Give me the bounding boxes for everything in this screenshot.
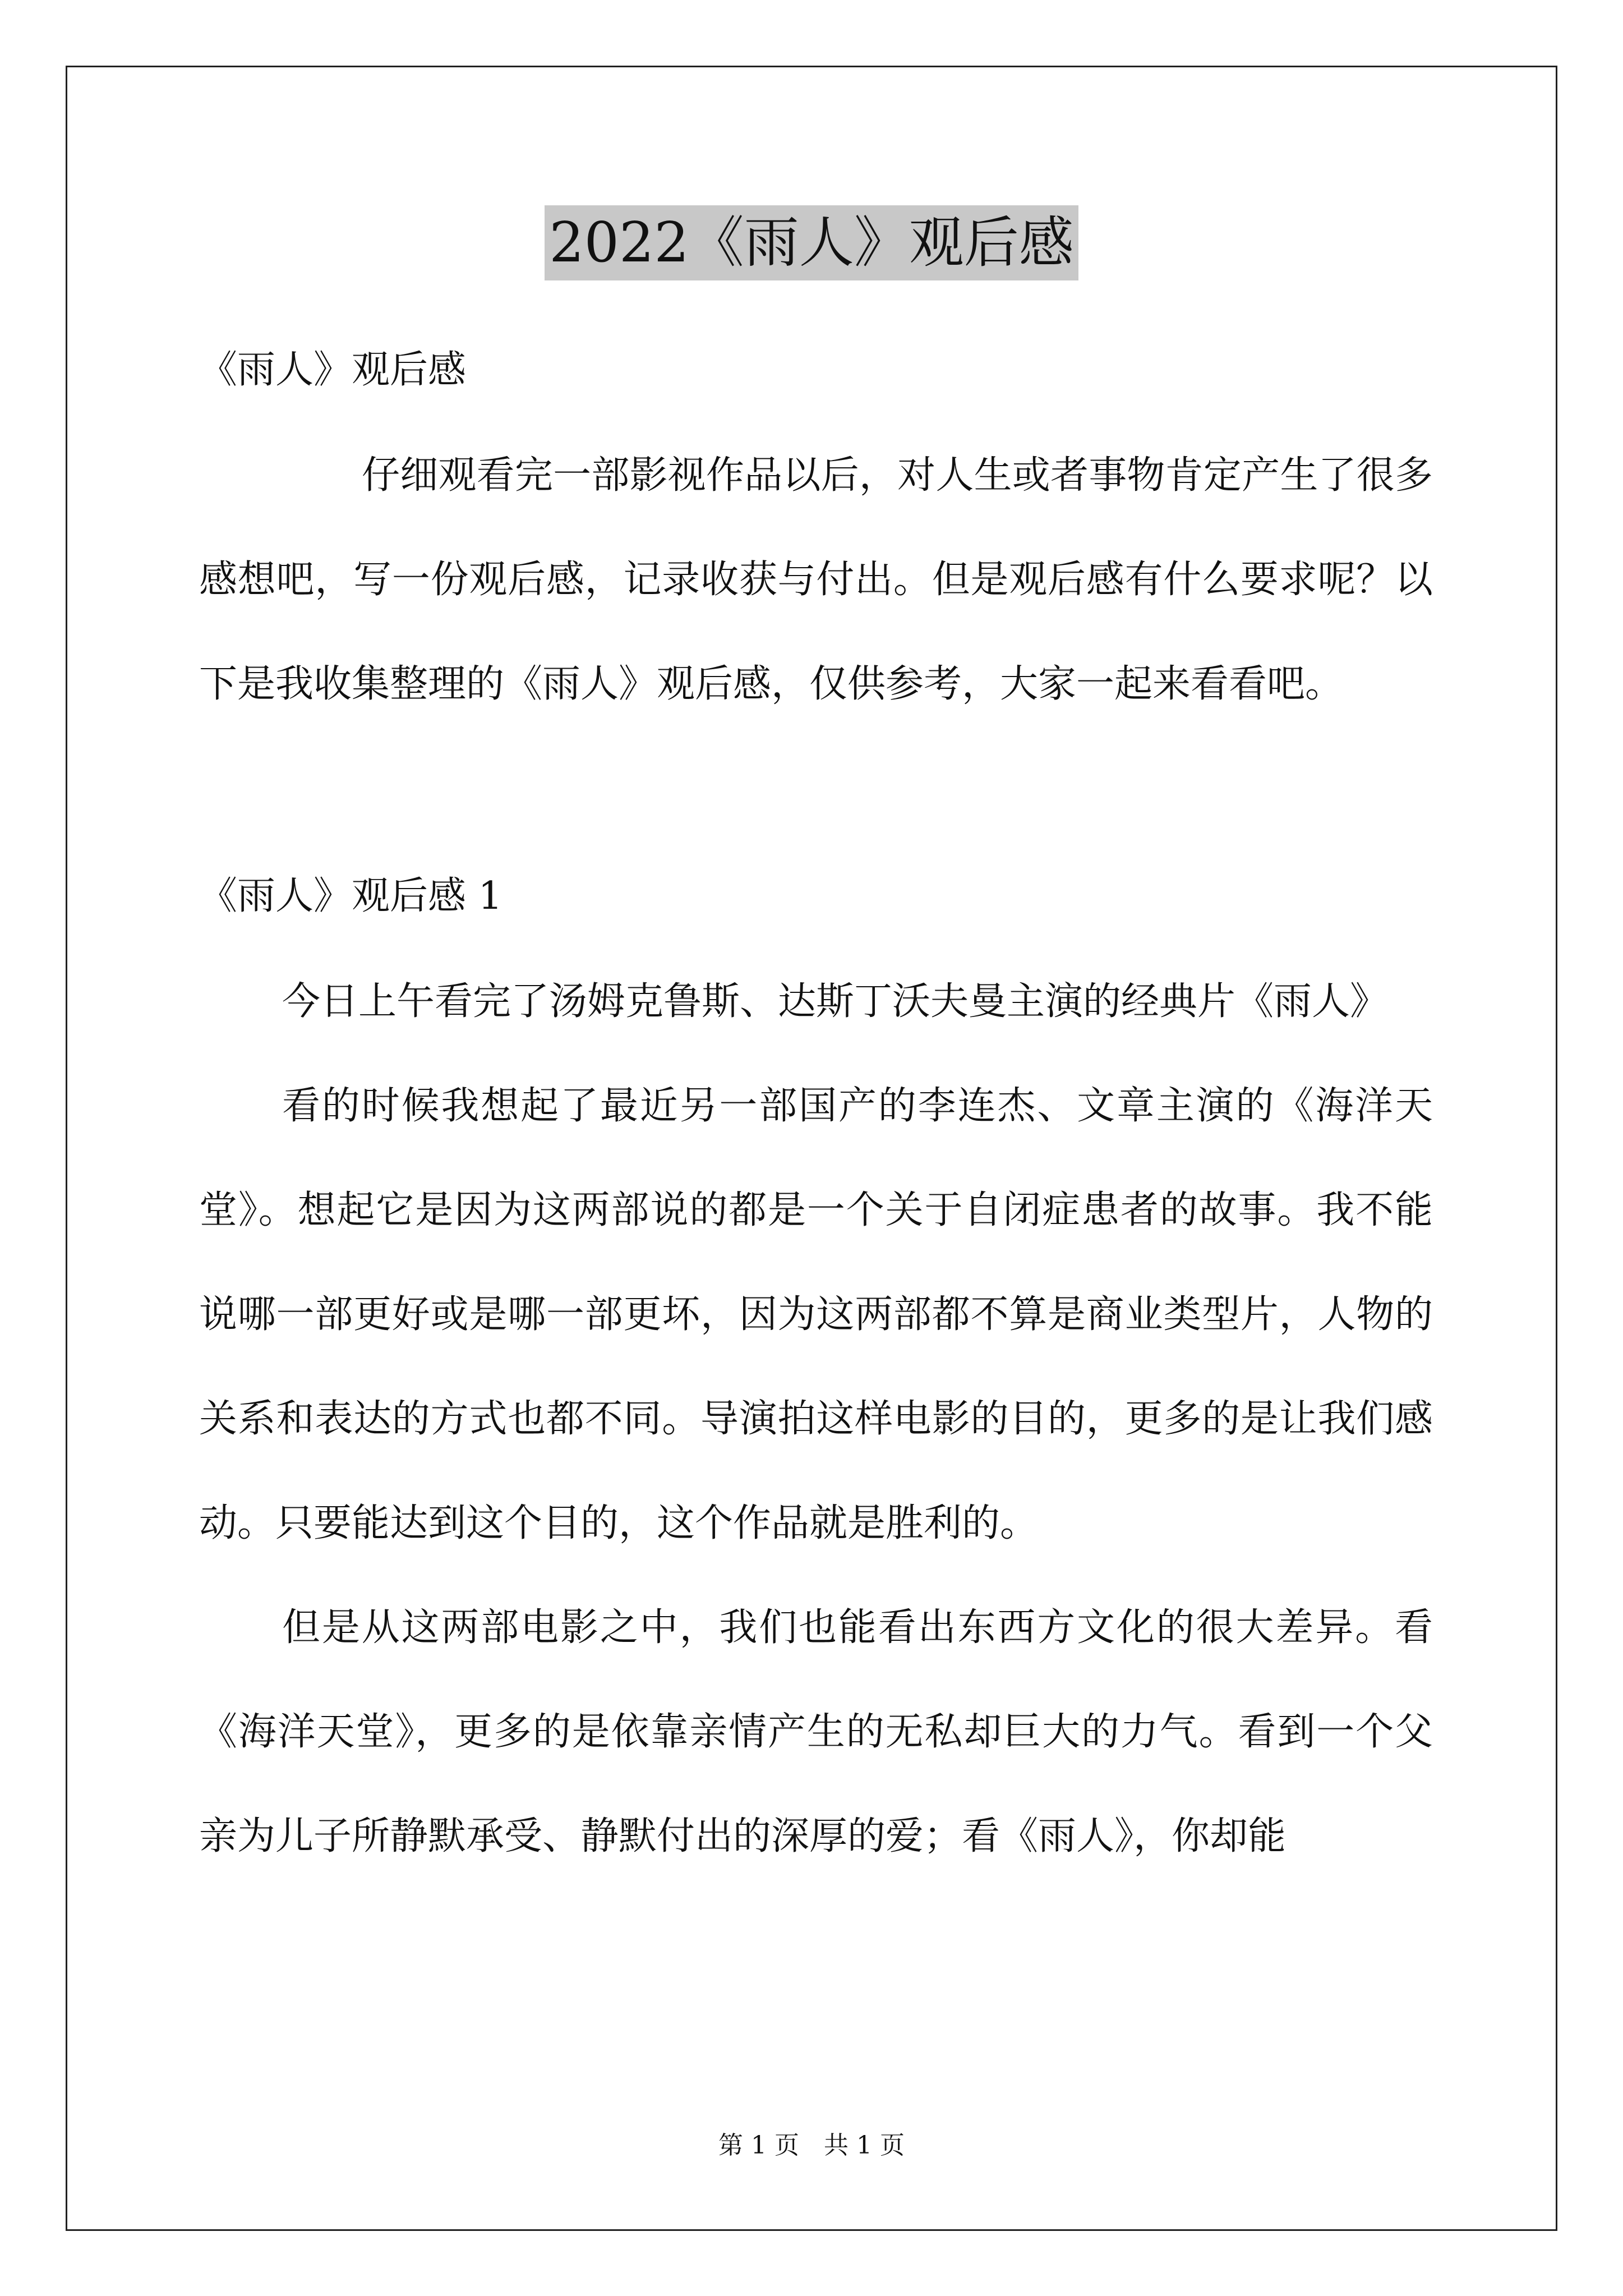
section-spacer <box>199 737 1433 843</box>
document-title: 2022《雨人》观后感 <box>545 205 1078 280</box>
page-footer: 第 1 页 共 1 页 <box>718 2131 905 2160</box>
intro-paragraph: 仔细观看完一部影视作品以后，对人生或者事物肯定产生了很多感想吧，写一份观后感，记录收获与付出。但是观后感有什么要求呢？以下是我收集整理的《雨人》观后感，仅供参考，大家一起来看看吧。 <box>199 453 1433 706</box>
body-paragraph-2: 看的时候我想起了最近另一部国产的李连杰、文章主演的《海洋天堂》。想起它是因为这两部说的都是一个关于自闭症患者的故事。我不能说哪一部更好或是哪一部更坏，因为这两部都不算是商业类型片，人物的关系和表达的方式也都不同。导演拍这样电影的目的，更多的是让我们感动。只要能达到这个目的，这个作品就是胜利的。 <box>199 1084 1433 1545</box>
body-paragraph-3: 但是从这两部电影之中，我们也能看出东西方文化的很大差异。看《海洋天堂》，更多的是依靠亲情产生的无私却巨大的力气。看到一个父亲为儿子所静默承受、静默付出的深厚的爱；看《雨人》，你却能 <box>199 1605 1433 1858</box>
intro-heading: 《雨人》观后感 <box>199 348 467 392</box>
body-paragraph-1: 今日上午看完了汤姆克鲁斯、达斯丁沃夫曼主演的经典片《雨人》 <box>282 979 1389 1024</box>
title-container <box>0 205 1623 280</box>
section1-heading: 《雨人》观后感 1 <box>199 874 502 918</box>
document-body <box>199 317 1433 1889</box>
